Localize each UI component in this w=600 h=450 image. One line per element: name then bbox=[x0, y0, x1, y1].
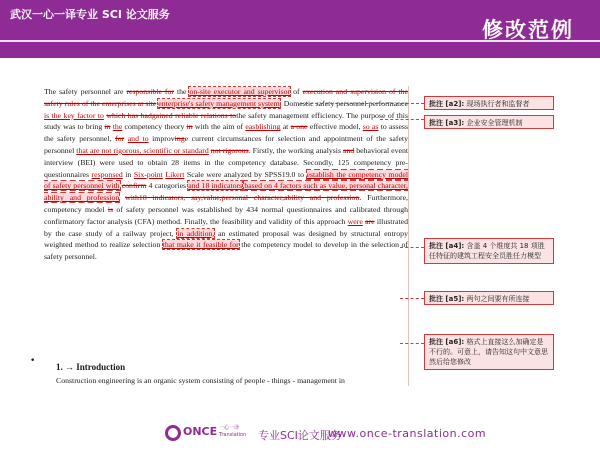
inserted-text: enterprise's safety management system bbox=[158, 98, 280, 108]
deleted-text: are bbox=[365, 216, 375, 226]
deleted-text: a one bbox=[290, 122, 308, 132]
body-text: at bbox=[280, 122, 291, 132]
comment-a5[interactable] bbox=[424, 291, 554, 305]
comment-leader-line bbox=[400, 298, 424, 299]
header-banner bbox=[0, 0, 600, 58]
body-text: with the aim of bbox=[192, 122, 246, 132]
logo-subtitle: 一心一译 bbox=[219, 425, 240, 431]
inserted-text: in addition, bbox=[177, 228, 215, 238]
body-text: the competency model to develop in the selection of safety personnel. bbox=[44, 240, 408, 262]
bullet-icon: • bbox=[30, 356, 36, 366]
deleted-text: in bbox=[186, 122, 193, 132]
inserted-text: Likert bbox=[165, 169, 185, 179]
body-text: in bbox=[122, 169, 134, 179]
deleted-text: for bbox=[115, 134, 125, 144]
deleted-text: ing bbox=[174, 134, 185, 144]
footer-tagline: 专业SCI论文服务 bbox=[258, 429, 342, 442]
body-text: . Firstly, the working analysis bbox=[248, 145, 343, 155]
comment-text: 现场执行者和监督者 bbox=[466, 100, 530, 108]
inserted-text: establish the competency model of safety personnel with bbox=[44, 169, 409, 191]
deleted-text: and bbox=[343, 145, 355, 155]
comment-text: 含盖 4 个维度共 18 项胜任特征的建筑工程安全员胜任力模型 bbox=[429, 242, 545, 260]
deleted-text: is bbox=[107, 204, 114, 214]
logo-icon bbox=[165, 425, 181, 441]
comment-leader-line bbox=[300, 103, 424, 104]
deleted-text: in bbox=[104, 122, 111, 132]
comment-leader-line bbox=[400, 343, 424, 344]
inserted-text: that are not rigorous, scientific or standard bbox=[76, 145, 209, 155]
body-text: Scale were analyzed by SPSS19.0 to bbox=[184, 169, 307, 179]
comment-text: 两句之间要有所连接 bbox=[466, 295, 530, 303]
inserted-text: easblishing bbox=[245, 122, 281, 132]
document-body bbox=[44, 86, 409, 386]
page-title: 修改范例 bbox=[482, 18, 574, 42]
comment-text: 企业安全管理机制 bbox=[466, 119, 523, 127]
body-text: an estimated proposal was designed by structural entropy weighted method to realize selection bbox=[44, 228, 408, 250]
comment-label: 批注 [a4]: bbox=[429, 242, 465, 250]
body-text: . Furthermore, competency model bbox=[44, 193, 409, 214]
comment-a3[interactable] bbox=[424, 115, 554, 129]
body-text: to assess the safety personnel, bbox=[44, 122, 408, 144]
body-text: of safety personnel was established by 434 normal questionnaires and calibrated through confirmatory factor analysis (CFA) method. Finally, the feasibility and validity of this approach bbox=[44, 204, 408, 226]
inserted-text: on-site executor and supervisor bbox=[189, 87, 291, 96]
comment-label: 批注 [a6]: bbox=[429, 338, 465, 346]
body-text: of bbox=[290, 87, 303, 96]
inserted-text: is the key factor to bbox=[44, 110, 104, 120]
comment-label: 批注 [a3]: bbox=[429, 119, 465, 127]
body-text: illustrated by the case study of a railway project, bbox=[44, 216, 408, 238]
body-text: effective model, bbox=[307, 122, 363, 132]
inserted-text: so as bbox=[362, 122, 379, 132]
deleted-text: not rigorous bbox=[210, 145, 249, 155]
comment-label: 批注 [a2]: bbox=[429, 100, 465, 108]
body-text: competency theory bbox=[122, 122, 187, 132]
deleted-text: confirm bbox=[121, 181, 147, 191]
body-text: e current circumstances for selection and appointment of the safety personnel bbox=[44, 134, 408, 155]
inserted-text: were bbox=[347, 216, 363, 226]
logo-text: ONCE bbox=[183, 425, 218, 438]
body-text: database. Secondly, 125 competency pre-questionnaires bbox=[44, 157, 408, 179]
inserted-text: and 18 indicators bbox=[188, 181, 243, 191]
inserted-text: based on 4 factors such as value, personal character, ability and profession bbox=[44, 181, 408, 203]
footer-url[interactable]: www.once-translation.com bbox=[328, 427, 487, 440]
abstract-paragraph bbox=[44, 86, 408, 263]
inserted-text: and to bbox=[127, 134, 149, 144]
inserted-text: responsed bbox=[91, 169, 123, 179]
comment-leader-line bbox=[400, 247, 424, 248]
deleted-text: with18 indicators, say,value,personal character,ability and profession bbox=[125, 193, 360, 203]
body-text: the safety management efficiency. The purpose of this study was to bring bbox=[44, 110, 408, 132]
comment-a2[interactable] bbox=[424, 96, 554, 110]
brand-title: 武汉一心一译专业 SCI 论文服务 bbox=[10, 8, 170, 21]
inserted-text: that make it feasible for bbox=[162, 240, 239, 250]
body-text: The safety personnel are bbox=[44, 87, 127, 96]
deleted-text: responsible for bbox=[126, 87, 174, 96]
logo-subtitle-en: Translation bbox=[219, 432, 247, 438]
comment-label: 批注 [a5]: bbox=[429, 295, 465, 303]
comment-text: 格式上直接这么加确定是不行的。可意上，请告知这句中文意思然后给您修改 bbox=[429, 338, 548, 366]
comment-a4[interactable] bbox=[424, 238, 554, 264]
intro-text: Construction engineering is an organic system consisting of people - things - management in bbox=[56, 376, 345, 385]
comment-a6[interactable] bbox=[424, 334, 554, 370]
comment-leader-line bbox=[380, 119, 424, 120]
body-text: the bbox=[174, 87, 190, 96]
inserted-text: the bbox=[112, 122, 123, 132]
body-text: behavioral event interview (BEI) were used to obtain 28 items in the competency bbox=[44, 145, 409, 167]
section-heading: 1. → Introduction bbox=[56, 362, 126, 372]
body-text: improv bbox=[148, 134, 175, 144]
deleted-text: which has hadgained reliable relations to bbox=[106, 110, 237, 120]
body-text: . Domestic safety personnel performance bbox=[279, 98, 409, 108]
body-text: 4 categories bbox=[146, 181, 189, 191]
deleted-text: execution and supervision of the safety rules of the enterprises at site bbox=[44, 87, 408, 108]
inserted-text: Six-point bbox=[133, 169, 163, 179]
